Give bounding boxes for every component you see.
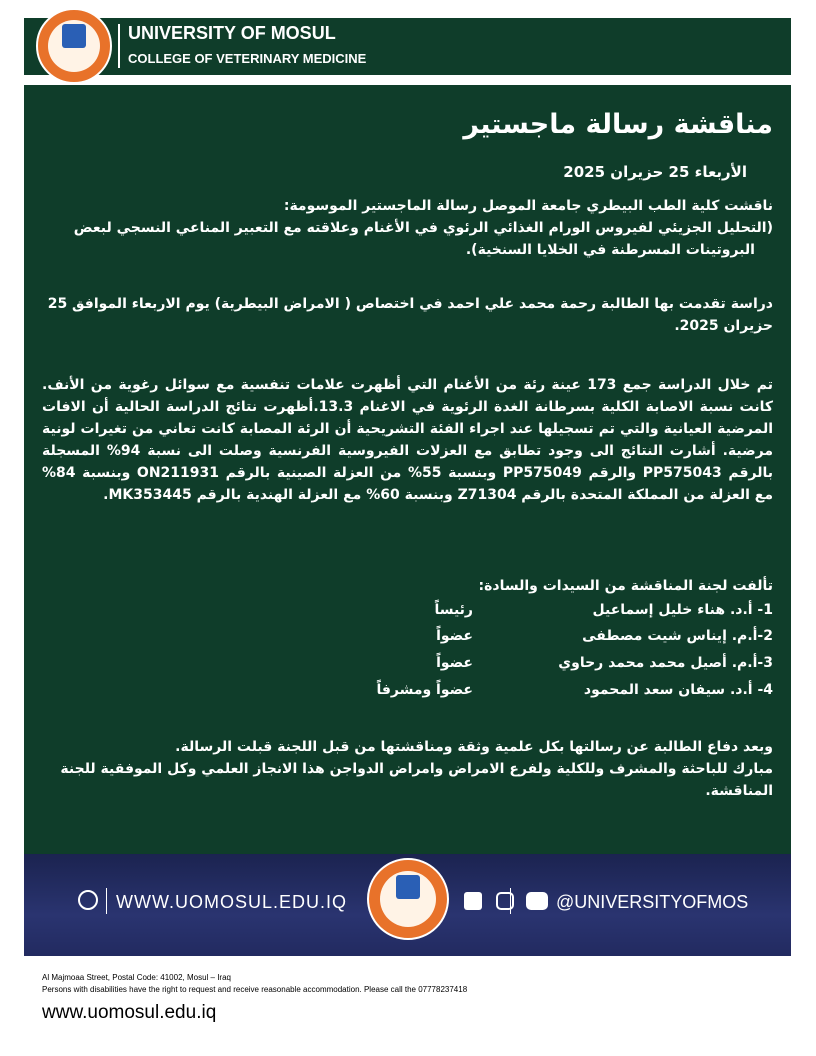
closing-paragraph [42,736,773,802]
announcement-panel [24,85,791,854]
university-name: UNIVERSITY OF MOSUL [128,23,336,43]
college-name: COLLEGE OF VETERINARY MEDICINE [128,51,367,66]
university-seal-icon [36,8,112,84]
social-handle[interactable]: @UNIVERSITYOFMOS [556,892,749,912]
member-name: 3-أ.م. أصيل محمد محمد رحاوي [558,655,773,671]
member-name: 1- أ.د. هناء خليل إسماعيل [592,602,773,618]
study-paragraph: تم خلال الدراسة جمع 173 عينة رئة من الأغنام التي أظهرت علامات تنفسية مع سوائل رغوية من الأنف. كانت نسبة الاصابة الكلية بسرطانة الغدة الرئوية في الاغنام 13.3.أظهرت نتائج الدراسة الحالية أن الافات المرضية العيانية والتي تم تسجيلها عند اجراء الفئة التشريحية أن الرئة المصابة كانت تعاني من تغيرات لونية مرضية. أشارت النتائج الى وجود تطابق مع العزلات الفيروسية الفرنسية وصلت الى نسبة 94% المسجلة بالرقم PP575043 والرقم PP575049 وبنسبة 55% من العزلة الصينية بالرقم ON211931 وبنسبة 84% مع العزلة من المملكة المتحدة بالرقم Z71304 وبنسبة 60% مع العزلة الهندية بالرقم MK353445. [42,377,774,503]
member-name: 2-أ.م. إيناس شيت مصطفى [582,628,773,644]
facebook-icon[interactable] [464,892,482,910]
member-role: عضواً ومشرفاً [376,682,473,698]
globe-icon [78,890,98,910]
youtube-icon[interactable] [526,892,548,910]
banner-separator [106,888,107,914]
thesis-intro [42,195,773,261]
member-role: عضواً [436,628,473,644]
header-divider [118,24,120,68]
committee-member [42,655,773,679]
member-name: 4- أ.د. سيفان سعد المحمود [583,682,773,698]
announcement-date: الأربعاء 25 حزيران 2025 [563,163,747,181]
member-role: رئيساً [434,602,473,618]
student-paragraph: دراسة تقدمت بها الطالبة رحمة محمد علي احمد في اختصاص ( الامراض البيطرية) يوم الاربعاء الموافق 25 حزيران 2025. [47,296,773,334]
committee-member [42,602,773,626]
announcement-title: مناقشة رسالة ماجستير [463,109,773,140]
accessibility-note: Persons with disabilities have the right to request and receive reasonable accommodation. Please call the 07778237418 [42,985,468,994]
header-bar [24,18,791,75]
thesis-title-line2: البروتينات المسرطنة في الخلايا السنخية). [465,242,755,258]
closing-line1: وبعد دفاع الطالبة عن رسالتها بكل علمية وثقة ومناقشتها من قبل اللجنة قبلت الرسالة. [175,739,773,755]
postal-address: Al Majmoaa Street, Postal Code: 41002, Mosul – Iraq [42,973,231,982]
instagram-icon[interactable] [496,892,514,910]
closing-line2: مبارك للباحثة والمشرف وللكلية ولفرع الامراض وامراض الدواجن هذا الانجاز العلمي وكل الموفقية للجنة المناقشة. [60,761,773,799]
thesis-title-line1: (التحليل الجزيئي لفيروس الورام الغذائي الرئوي في الأغنام وعلاقته مع التعبير المناعي النسجي لبعض [73,220,773,236]
banner-website-link[interactable]: WWW.UOMOSUL.EDU.IQ [116,892,347,912]
member-role: عضواً [436,655,473,671]
footer-website-link[interactable]: www.uomosul.edu.iq [42,1002,217,1023]
committee-member [42,628,773,652]
committee-title: تألفت لجنة المناقشة من السيدات والسادة: [478,578,773,594]
intro-line: ناقشت كلية الطب البيطري جامعة الموصل رسالة الماجستير الموسومة: [283,198,773,214]
university-seal-icon [367,858,449,940]
committee-member [42,682,773,706]
address-block [42,972,467,996]
